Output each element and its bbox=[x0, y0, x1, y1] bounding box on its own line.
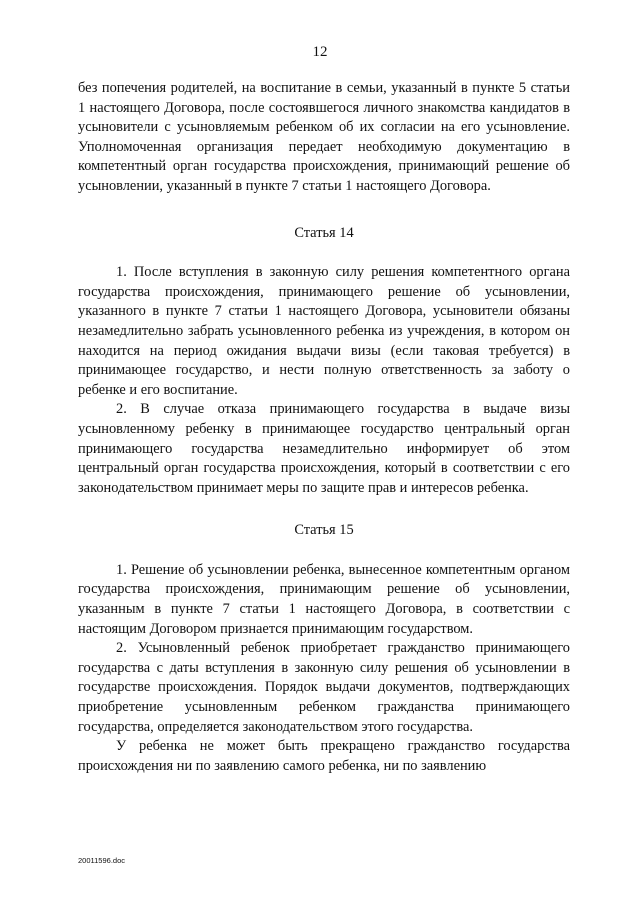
article-14-clause-2: 2. В случае отказа принимающего государства в выдаче визы усыновленному ребенку в принимающее государство центральный орган принимающего государства незамедлительно информирует об этом центральный орган государства происхождения, который в соответствии с его законодательством принимает меры по защите прав и интересов ребенка. bbox=[78, 401, 570, 496]
article-15-clause-1: 1. Решение об усыновлении ребенка, вынесенное компетентным органом государства происхождения, принимающим решение об усыновлении, указанным в пункте 7 статьи 1 настоящего Договора, в соответствии с настоящим Договором признается принимающим государством. bbox=[78, 561, 570, 637]
page-number: 12 bbox=[312, 44, 328, 60]
article-14-clause-1: 1. После вступления в законную силу решения компетентного органа государства происхождения, принимающего решение об усыновлении, указанного в пункте 7 статьи 1 настоящего Договора, усыновители обязаны незамедлительно забрать усыновленного ребенка из учреждения, в котором он находится на период ожидания выдачи визы (если таковая требуется) в принимающее государство, и нести полную ответственность за заботу о ребенке и его воспитание. bbox=[78, 264, 570, 398]
article-15-heading: Статья 15 bbox=[294, 522, 354, 539]
article-15-clause-2: 2. Усыновленный ребенок приобретает гражданство принимающего государства с даты вступления в законную силу решения об усыновлении в государстве происхождения. Порядок выдачи документов, подтверждающих приобретение усыновленным ребенком гражданства принимающего государства, определяется законодательством этого государства. bbox=[78, 640, 570, 735]
file-name-footer: 20011596.doc bbox=[78, 856, 125, 865]
document-body bbox=[78, 79, 570, 776]
article-14-heading: Статья 14 bbox=[294, 224, 354, 241]
article-15-clause-2-continuation: У ребенка не может быть прекращено гражданство государства происхождения ни по заявлению самого ребенка, ни по заявлению bbox=[78, 738, 570, 774]
paragraph-continuation: без попечения родителей, на воспитание в семьи, указанный в пункте 5 статьи 1 настоящего Договора, после состоявшегося личного знакомства кандидатов в усыновители с усыновляемым ребенком об их согласии на его усыновление. Уполномоченная организация передает необходимую документацию в компетентный орган государства происхождения, принимающий решение об усыновлении, указанный в пункте 7 статьи 1 настоящего Договора. bbox=[78, 80, 570, 194]
